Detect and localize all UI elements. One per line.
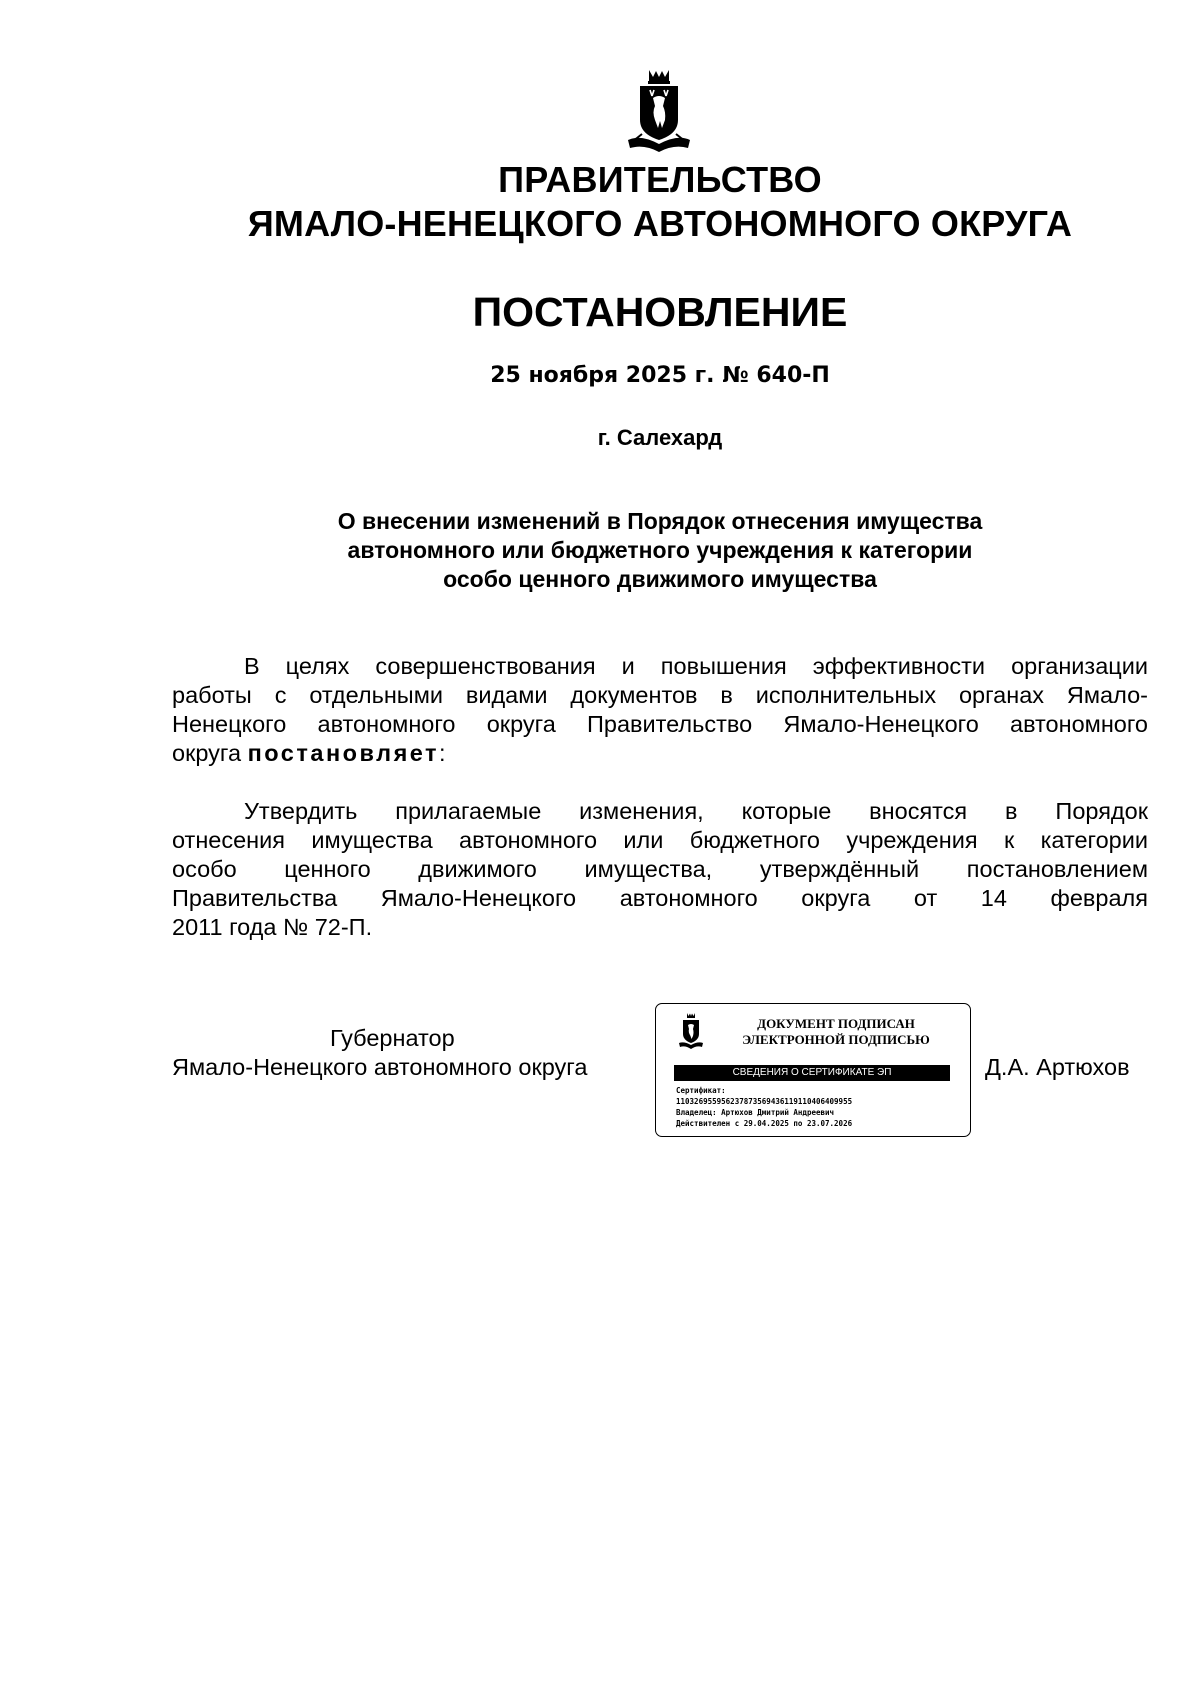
paragraph-line: работы с отдельными видами документов в исполнительных органах Ямало- xyxy=(172,682,1148,708)
document-date-number: 25 ноября 2025 г. № 640-П xyxy=(490,363,830,388)
body-paragraph-1 xyxy=(172,652,1148,768)
electronic-signature-stamp xyxy=(655,1003,971,1137)
certificate-validity: Действителен с 29.04.2025 по 23.07.2026 xyxy=(676,1119,853,1128)
stamp-title xyxy=(716,1016,956,1048)
resolution-keyword: постановляет xyxy=(247,740,440,766)
certificate-number: 110326955956237873569436119110406409955 xyxy=(676,1097,853,1106)
government-title-line-2: ЯМАЛО-НЕНЕЦКОГО АВТОНОМНОГО ОКРУГА xyxy=(247,203,1073,244)
paragraph-line-last: 2011 года № 72-П. xyxy=(172,914,373,940)
paragraph-line: Утвердить прилагаемые изменения, которые вносятся в Порядок xyxy=(244,798,1148,824)
certificate-label: Сертификат: xyxy=(676,1086,726,1095)
document-type: ПОСТАНОВЛЕНИЕ xyxy=(472,289,848,335)
paragraph-line-last xyxy=(172,739,1148,768)
coat-of-arms-icon xyxy=(622,68,696,154)
paragraph-line: Правительства Ямало-Ненецкого автономного округа от 14 февраля xyxy=(172,885,1148,911)
stamp-title-line-2: ЭЛЕКТРОННОЙ ПОДПИСЬЮ xyxy=(742,1032,930,1047)
paragraph-text: : xyxy=(439,740,446,766)
certificate-info-bar: СВЕДЕНИЯ О СЕРТИФИКАТЕ ЭП xyxy=(674,1065,950,1081)
subject-line-3: особо ценного движимого имущества xyxy=(443,566,877,592)
certificate-owner: Владелец: Артюхов Дмитрий Андреевич xyxy=(676,1108,835,1117)
paragraph-line: особо ценного движимого имущества, утверждённый постановлением xyxy=(172,856,1148,882)
paragraph-text: округа xyxy=(172,740,248,766)
government-title-line-1: ПРАВИТЕЛЬСТВО xyxy=(498,159,822,200)
stamp-title-line-1: ДОКУМЕНТ ПОДПИСАН xyxy=(757,1016,915,1031)
subject-line-2: автономного или бюджетного учреждения к категории xyxy=(347,537,973,563)
paragraph-line: отнесения имущества автономного или бюджетного учреждения к категории xyxy=(172,827,1148,853)
coat-of-arms-icon xyxy=(678,1012,704,1050)
signatory-position-line-1: Губернатор xyxy=(330,1025,455,1051)
body-paragraph-2 xyxy=(172,797,1148,942)
paragraph-line: Ненецкого автономного округа Правительство Ямало-Ненецкого автономного xyxy=(172,711,1148,737)
document-city: г. Салехард xyxy=(597,425,723,450)
document-subject xyxy=(0,507,1200,594)
paragraph-line: В целях совершенствования и повышения эффективности организации xyxy=(244,653,1148,679)
signatory-position-line-2: Ямало-Ненецкого автономного округа xyxy=(172,1054,588,1080)
signatory-name: Д.А. Артюхов xyxy=(985,1054,1130,1080)
subject-line-1: О внесении изменений в Порядок отнесения имущества xyxy=(337,508,983,534)
